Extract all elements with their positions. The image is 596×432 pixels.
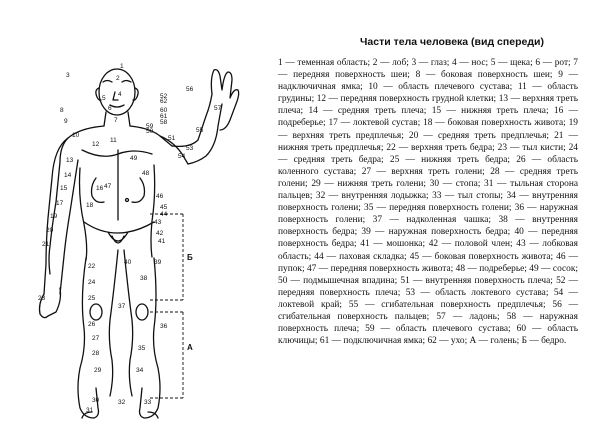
callout-number-52: 52 [160,93,168,100]
callout-number-61: 61 [160,113,168,120]
callout-number-39: 39 [154,259,162,266]
callout-number-45: 45 [160,204,168,211]
callout-number-56: 56 [186,86,194,93]
callout-number-59: 59 [146,123,154,130]
callout-number-24: 24 [88,279,96,286]
legend-text: 1 — теменная область; 2 — лоб; 3 — глаз; 4 — нос; 5 — щека; 6 — рот; 7 — передняя поверхность шеи; 8 — боковая поверхность шеи; 9 — надключичная ямка; 10 — область плечевого сустава; 11 — область грудины; 12 — передняя поверхность грудной клетки; 13 — верхняя треть плеча; 14 — средняя треть плеча; 15 — нижняя треть плеча; 16 — подреберье; 17 — локтевой сустав; 18 — боковая поверхность живота; 19 — верхняя треть предплечья; 20 — средняя треть предплечья; 21 — нижняя треть предплечья; 22 — верхняя треть бедра; 23 — тыл кисти; 24 — средняя треть бедра; 25 — нижняя треть бедра; 26 — область коленного сустава; 27 — верхняя треть голени; 28 — средняя треть голени; 29 — нижняя треть голени; 30 — стопа; 31 — тыльная сторона пальцев; 32 — внутренняя лодыжка; 33 — тыл стопы; 34 — внутренняя поверхность голени; 35 — передняя поверхность голени; 36 — наружная поверхность голени; 37 — надколенная чашка; 38 — внутренняя поверхность бедра; 39 — наружная поверхность бедра; 40 — передняя поверхность бедра; 41 — мошонка; 42 — половой член; 43 — лобковая область; 44 — паховая складка; 45 — боковая поверхность живота; 46 — пупок; 47 — передняя поверхность живота; 48 — подреберье; 49 — сосок; 50 — подмышечная впадина; 51 — внутренняя поверхность плеча; 52 — передняя поверхность плеча; 53 — область локтевого сустава; 54 — локтевой край; 55 — сгибательная поверхность предплечья; 56 — сгибательная поверхность пальцев; 57 — ладонь; 58 — наружная поверхность плеча; 59 — область плечевого сустава; 60 — область ключицы; 61 — подключичная ямка; 62 — ухо; А — голень; Б — бедро. [278,58,578,347]
callout-number-48: 48 [142,170,150,177]
callout-number-38: 38 [140,275,148,282]
callout-number-14: 14 [64,172,72,179]
callout-number-4: 4 [118,91,122,98]
callout-number-34: 34 [136,367,144,374]
callout-number-18: 18 [86,202,94,209]
callout-number-1: 1 [120,63,124,70]
callout-number-21: 21 [42,241,50,248]
callout-number-2: 2 [116,75,120,82]
callout-number-30: 30 [92,397,100,404]
callout-number-27: 27 [92,335,100,342]
callout-number-41: 41 [158,238,166,245]
callout-number-47: 47 [104,183,112,190]
callout-number-7: 7 [114,117,118,124]
callout-number-58: 58 [160,119,168,126]
callout-number-6: 6 [108,105,112,112]
callout-number-37: 37 [118,303,126,310]
callout-number-25: 25 [88,295,96,302]
callout-number-49: 49 [130,155,138,162]
callout-number-31: 31 [86,407,94,414]
callout-number-62: 62 [160,98,168,105]
callout-number-3: 3 [66,72,70,79]
callout-number-10: 10 [72,132,80,139]
callout-number-5: 5 [102,95,106,102]
callout-number-42: 42 [156,230,164,237]
callout-number-40: 40 [124,259,132,266]
callout-number-33: 33 [144,399,152,406]
callout-number-8: 8 [60,107,64,114]
callout-number-46: 46 [156,193,164,200]
section-brackets [150,214,183,398]
callout-number-20: 20 [46,227,54,234]
callout-number-12: 12 [92,141,100,148]
callout-number-15: 15 [60,185,68,192]
callout-number-50: 50 [146,128,154,135]
callout-number-55: 55 [196,127,204,134]
callout-number-36: 36 [160,323,168,330]
callout-number-13: 13 [66,157,74,164]
callout-number-60: 60 [160,107,168,114]
callout-number-51: 51 [168,135,176,142]
callout-number-26: 26 [88,321,96,328]
callout-number-11: 11 [110,137,117,144]
callout-number-19: 19 [50,213,58,220]
callout-number-16: 16 [96,185,104,192]
bracket-labels [187,253,193,352]
callout-number-28: 28 [92,350,100,357]
callout-number-53: 53 [186,145,194,152]
bracket-label-a: А [187,343,193,352]
callout-number-44: 44 [160,211,168,218]
body-outline [40,69,239,418]
callout-number-35: 35 [138,345,146,352]
callout-number-22: 22 [88,263,96,270]
bracket-label-b: Б [187,253,193,262]
callout-number-54: 54 [178,153,186,160]
callout-number-32: 32 [118,399,126,406]
callout-number-9: 9 [64,118,68,125]
callout-number-57: 57 [214,105,222,112]
callout-number-17: 17 [56,200,64,207]
callout-number-29: 29 [94,367,102,374]
diagram-title: Части тела человека (вид спереди) [360,36,544,48]
callout-number-23: 23 [38,295,46,302]
callout-number-43: 43 [154,219,162,226]
